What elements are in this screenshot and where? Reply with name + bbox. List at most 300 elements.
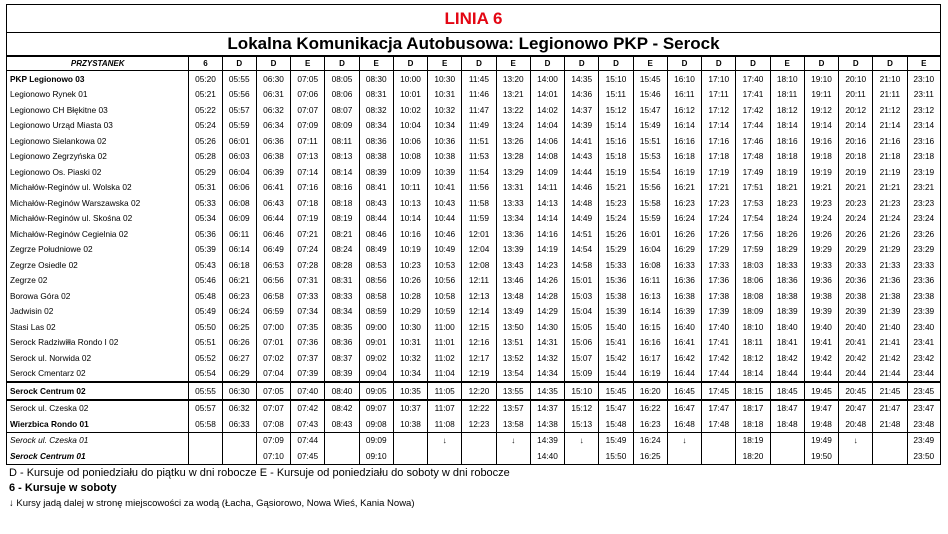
departure-time: 21:36 <box>873 273 907 289</box>
day-type-header: D <box>667 57 701 71</box>
departure-time <box>325 432 359 448</box>
departure-time: 15:50 <box>599 448 633 464</box>
day-type-header: E <box>496 57 530 71</box>
departure-time: 14:09 <box>530 164 564 180</box>
departure-time: 08:36 <box>325 335 359 351</box>
departure-time: 17:46 <box>736 133 770 149</box>
departure-time: 15:46 <box>633 87 667 103</box>
day-type-header: D <box>873 57 907 71</box>
departure-time: 07:09 <box>256 432 290 448</box>
departure-time: 07:19 <box>291 211 325 227</box>
departure-time: 10:30 <box>393 319 427 335</box>
departure-time: 23:26 <box>907 226 940 242</box>
departure-time <box>702 448 736 464</box>
departure-time: 05:52 <box>189 350 222 366</box>
departure-time: 15:09 <box>565 366 599 383</box>
departure-time: 17:44 <box>702 366 736 383</box>
departure-time: 15:47 <box>599 400 633 417</box>
departure-time: 21:18 <box>873 149 907 165</box>
timetable-row <box>7 335 941 351</box>
timetable-row <box>7 133 941 149</box>
departure-time: 23:47 <box>907 400 940 417</box>
departure-time: 20:33 <box>839 257 873 273</box>
departure-time: 12:23 <box>462 416 496 432</box>
continues-arrow-icon: ↓ <box>565 432 599 448</box>
departure-time: 17:40 <box>736 71 770 87</box>
departure-time: 17:24 <box>702 211 736 227</box>
departure-time: 12:17 <box>462 350 496 366</box>
departure-time: 07:11 <box>291 133 325 149</box>
departure-time: 11:00 <box>428 319 462 335</box>
departure-time: 15:26 <box>599 226 633 242</box>
departure-time: 17:44 <box>736 118 770 134</box>
departure-time <box>565 448 599 464</box>
departure-time: 17:11 <box>702 87 736 103</box>
departure-time: 08:39 <box>325 366 359 383</box>
departure-time: 17:38 <box>702 288 736 304</box>
departure-time: 12:14 <box>462 304 496 320</box>
departure-time: 16:18 <box>667 149 701 165</box>
departure-time: 09:01 <box>359 335 393 351</box>
departure-time: 06:58 <box>256 288 290 304</box>
departure-time: 20:21 <box>839 180 873 196</box>
departure-time: 16:42 <box>667 350 701 366</box>
departure-time: 11:51 <box>462 133 496 149</box>
timetable-row <box>7 180 941 196</box>
departure-time: 19:44 <box>804 366 838 383</box>
departure-time: 15:42 <box>599 350 633 366</box>
departure-time: 15:23 <box>599 195 633 211</box>
departure-time: 13:49 <box>496 304 530 320</box>
departure-time <box>873 448 907 464</box>
departure-time: 10:34 <box>393 366 427 383</box>
departure-time: 16:11 <box>633 273 667 289</box>
day-type-header: E <box>907 57 940 71</box>
departure-time: 23:33 <box>907 257 940 273</box>
departure-time: 17:33 <box>702 257 736 273</box>
departure-time: 10:31 <box>393 335 427 351</box>
departure-time: 07:13 <box>291 149 325 165</box>
stop-name: Borowa Góra 02 <box>7 288 189 304</box>
departure-time: 05:48 <box>189 288 222 304</box>
departure-time: 13:20 <box>496 71 530 87</box>
departure-time: 10:19 <box>393 242 427 258</box>
departure-time: 19:48 <box>804 416 838 432</box>
departure-time: 17:16 <box>702 133 736 149</box>
departure-time: 23:40 <box>907 319 940 335</box>
departure-time: 12:20 <box>462 382 496 400</box>
departure-time: 14:38 <box>530 416 564 432</box>
departure-time: 06:43 <box>256 195 290 211</box>
departure-time: 10:43 <box>428 195 462 211</box>
departure-time: 14:06 <box>530 133 564 149</box>
departure-time: 08:40 <box>325 382 359 400</box>
departure-time: 08:34 <box>359 118 393 134</box>
day-type-header: D <box>702 57 736 71</box>
departure-time: 11:58 <box>462 195 496 211</box>
departure-time: 13:50 <box>496 319 530 335</box>
departure-time: 21:11 <box>873 87 907 103</box>
day-type-header: 6 <box>189 57 222 71</box>
departure-time: 10:39 <box>428 164 462 180</box>
departure-time: 17:41 <box>702 335 736 351</box>
departure-time: 23:16 <box>907 133 940 149</box>
departure-time: 16:01 <box>633 226 667 242</box>
departure-time: 16:40 <box>667 319 701 335</box>
departure-time: 10:01 <box>393 87 427 103</box>
departure-time: 12:11 <box>462 273 496 289</box>
departure-time: 08:11 <box>325 133 359 149</box>
departure-time: 17:29 <box>702 242 736 258</box>
departure-time: 15:10 <box>599 71 633 87</box>
departure-time: 14:23 <box>530 257 564 273</box>
departure-time: 19:39 <box>804 304 838 320</box>
departure-time: 07:16 <box>291 180 325 196</box>
timetable-row <box>7 288 941 304</box>
departure-time: 15:18 <box>599 149 633 165</box>
departure-time: 10:30 <box>428 71 462 87</box>
departure-time: 11:54 <box>462 164 496 180</box>
departure-time: 07:18 <box>291 195 325 211</box>
departure-time: 13:48 <box>496 288 530 304</box>
departure-time: 19:16 <box>804 133 838 149</box>
departure-time: 14:39 <box>565 118 599 134</box>
stop-name: Wierzbica Rondo 01 <box>7 416 189 432</box>
departure-time: 15:19 <box>599 164 633 180</box>
day-type-header: D <box>256 57 290 71</box>
departure-time: 18:10 <box>770 71 804 87</box>
departure-time: 19:45 <box>804 382 838 400</box>
stop-name: Michałów-Reginów ul. Skośna 02 <box>7 211 189 227</box>
departure-time: 20:48 <box>839 416 873 432</box>
departure-time: 07:33 <box>291 288 325 304</box>
departure-time: 05:46 <box>189 273 222 289</box>
departure-time: 20:18 <box>839 149 873 165</box>
departure-time: 17:12 <box>702 102 736 118</box>
departure-time: 20:38 <box>839 288 873 304</box>
departure-time <box>189 432 222 448</box>
timetable-row <box>7 242 941 258</box>
departure-time: 19:47 <box>804 400 838 417</box>
departure-time: 14:35 <box>565 71 599 87</box>
departure-time: 23:29 <box>907 242 940 258</box>
departure-time: 07:34 <box>291 304 325 320</box>
stop-name: Legionowo Zegrzyńska 02 <box>7 149 189 165</box>
departure-time: 19:49 <box>804 432 838 448</box>
departure-time: 15:33 <box>599 257 633 273</box>
departure-time: 20:26 <box>839 226 873 242</box>
departure-time: 10:36 <box>428 133 462 149</box>
departure-time: 17:39 <box>702 304 736 320</box>
departure-time: 18:18 <box>770 149 804 165</box>
departure-time: 19:18 <box>804 149 838 165</box>
day-type-header: E <box>291 57 325 71</box>
departure-time: 15:04 <box>565 304 599 320</box>
departure-time: 18:41 <box>770 335 804 351</box>
departure-time: 09:10 <box>359 448 393 464</box>
departure-time: 17:42 <box>702 350 736 366</box>
departure-time: 19:26 <box>804 226 838 242</box>
departure-time: 08:09 <box>325 118 359 134</box>
departure-time: 10:31 <box>428 87 462 103</box>
departure-time <box>222 432 256 448</box>
departure-time: 17:49 <box>736 164 770 180</box>
departure-time: 14:28 <box>530 288 564 304</box>
departure-time: 08:19 <box>325 211 359 227</box>
departure-time: 08:31 <box>325 273 359 289</box>
departure-time: 20:10 <box>839 71 873 87</box>
departure-time: 18:26 <box>770 226 804 242</box>
departure-time: 08:58 <box>359 288 393 304</box>
departure-time: 07:09 <box>291 118 325 134</box>
departure-time: 15:21 <box>599 180 633 196</box>
departure-time: 16:47 <box>667 400 701 417</box>
departure-time: 08:39 <box>359 164 393 180</box>
departure-time: 09:04 <box>359 366 393 383</box>
departure-time: 10:53 <box>428 257 462 273</box>
departure-time: 19:29 <box>804 242 838 258</box>
departure-time: 23:50 <box>907 448 940 464</box>
departure-time: 11:07 <box>428 400 462 417</box>
departure-time <box>462 448 496 464</box>
departure-time: 14:46 <box>565 180 599 196</box>
departure-time: 06:06 <box>222 180 256 196</box>
departure-time: 16:11 <box>667 87 701 103</box>
departure-time: 14:48 <box>565 195 599 211</box>
departure-time: 16:15 <box>633 319 667 335</box>
departure-time: 08:36 <box>359 133 393 149</box>
departure-time: 10:26 <box>393 273 427 289</box>
departure-time: 20:24 <box>839 211 873 227</box>
departure-time: 20:23 <box>839 195 873 211</box>
departure-time <box>222 448 256 464</box>
departure-time: 13:55 <box>496 382 530 400</box>
departure-time: 05:43 <box>189 257 222 273</box>
departure-time: 19:11 <box>804 87 838 103</box>
departure-time: 19:21 <box>804 180 838 196</box>
departure-time: 08:28 <box>325 257 359 273</box>
departure-time: 10:38 <box>428 149 462 165</box>
departure-time: 18:23 <box>770 195 804 211</box>
departure-time: 20:19 <box>839 164 873 180</box>
stop-name: Serock Cmentarz 02 <box>7 366 189 383</box>
departure-time: 17:14 <box>702 118 736 134</box>
departure-time: 10:08 <box>393 149 427 165</box>
departure-time: 16:19 <box>633 366 667 383</box>
timetable-row <box>7 211 941 227</box>
stop-name: Michałów-Reginów Cegielnia 02 <box>7 226 189 242</box>
departure-time: 09:02 <box>359 350 393 366</box>
departure-time: 06:18 <box>222 257 256 273</box>
departure-time: 17:54 <box>736 211 770 227</box>
departure-time: 15:59 <box>633 211 667 227</box>
departure-time: 10:04 <box>393 118 427 134</box>
departure-time: 10:02 <box>393 102 427 118</box>
departure-time: 20:36 <box>839 273 873 289</box>
departure-time: 23:45 <box>907 382 940 400</box>
departure-time: 08:21 <box>325 226 359 242</box>
departure-time: 08:34 <box>325 304 359 320</box>
departure-time: 09:05 <box>359 382 393 400</box>
departure-time: 05:36 <box>189 226 222 242</box>
departure-time: 06:04 <box>222 164 256 180</box>
departure-time: 05:26 <box>189 133 222 149</box>
departure-time: 06:56 <box>256 273 290 289</box>
departure-time: 09:08 <box>359 416 393 432</box>
departure-time: 10:37 <box>393 400 427 417</box>
departure-time: 23:48 <box>907 416 940 432</box>
departure-time: 12:08 <box>462 257 496 273</box>
departure-time: 20:47 <box>839 400 873 417</box>
departure-time: 14:14 <box>530 211 564 227</box>
departure-time: 17:26 <box>702 226 736 242</box>
departure-time: 14:41 <box>565 133 599 149</box>
day-type-header: D <box>599 57 633 71</box>
departure-time: 14:39 <box>530 432 564 448</box>
day-type-header: D <box>736 57 770 71</box>
departure-time: 16:04 <box>633 242 667 258</box>
departure-time: 20:39 <box>839 304 873 320</box>
departure-time: 15:29 <box>599 242 633 258</box>
departure-time: 18:21 <box>770 180 804 196</box>
departure-time: 23:42 <box>907 350 940 366</box>
departure-time: 07:04 <box>256 366 290 383</box>
departure-time: 11:45 <box>462 71 496 87</box>
departure-time: 14:32 <box>530 350 564 366</box>
stop-name: Legionowo CH Błękitne 03 <box>7 102 189 118</box>
stop-name: Legionowo Sielankowa 02 <box>7 133 189 149</box>
departure-time: 05:59 <box>222 118 256 134</box>
departure-time: 11:59 <box>462 211 496 227</box>
stop-name: Serock Centrum 01 <box>7 448 189 464</box>
departure-time: 06:49 <box>256 242 290 258</box>
departure-time: 15:45 <box>633 71 667 87</box>
departure-time: 06:46 <box>256 226 290 242</box>
day-type-header: D <box>325 57 359 71</box>
departure-time: 17:18 <box>702 149 736 165</box>
departure-time: 07:02 <box>256 350 290 366</box>
departure-time: 18:33 <box>770 257 804 273</box>
departure-time: 05:39 <box>189 242 222 258</box>
departure-time: 23:14 <box>907 118 940 134</box>
departure-time: 18:19 <box>736 432 770 448</box>
day-type-header: D <box>530 57 564 71</box>
stop-name: Serock Radziwiłła Rondo I 02 <box>7 335 189 351</box>
departure-time: 16:19 <box>667 164 701 180</box>
departure-time: 16:16 <box>633 335 667 351</box>
departure-time: 17:21 <box>702 180 736 196</box>
departure-time: 13:34 <box>496 211 530 227</box>
departure-time: 06:33 <box>222 416 256 432</box>
line-title: LINIA 6 <box>6 4 941 33</box>
departure-time: 23:44 <box>907 366 940 383</box>
departure-time: 10:06 <box>393 133 427 149</box>
departure-time: 09:09 <box>359 432 393 448</box>
departure-time: 05:33 <box>189 195 222 211</box>
departure-time: 18:19 <box>770 164 804 180</box>
departure-time: 17:48 <box>702 416 736 432</box>
departure-time: 16:12 <box>667 102 701 118</box>
departure-time: 10:16 <box>393 226 427 242</box>
departure-time: 14:11 <box>530 180 564 196</box>
departure-time: 13:46 <box>496 273 530 289</box>
departure-time: 08:05 <box>325 71 359 87</box>
departure-time: 16:39 <box>667 304 701 320</box>
departure-time <box>667 448 701 464</box>
departure-time: 15:05 <box>565 319 599 335</box>
departure-time: 07:35 <box>291 319 325 335</box>
departure-time: 23:11 <box>907 87 940 103</box>
timetable-row <box>7 416 941 432</box>
departure-time: 13:22 <box>496 102 530 118</box>
departure-time: 10:44 <box>428 211 462 227</box>
departure-time: 16:23 <box>633 416 667 432</box>
departure-time: 18:14 <box>736 366 770 383</box>
departure-time: 10:11 <box>393 180 427 196</box>
timetable-row <box>7 118 941 134</box>
departure-time: 18:44 <box>770 366 804 383</box>
departure-time: 17:51 <box>736 180 770 196</box>
departure-time: 08:53 <box>359 257 393 273</box>
departure-time: 06:24 <box>222 304 256 320</box>
departure-time: 07:21 <box>291 226 325 242</box>
departure-time: 06:11 <box>222 226 256 242</box>
departure-time: 13:43 <box>496 257 530 273</box>
departure-time: 14:51 <box>565 226 599 242</box>
departure-time: 09:07 <box>359 400 393 417</box>
departure-time: 21:47 <box>873 400 907 417</box>
departure-time: 05:49 <box>189 304 222 320</box>
departure-time: 12:19 <box>462 366 496 383</box>
departure-time: 08:43 <box>359 195 393 211</box>
departure-time: 14:16 <box>530 226 564 242</box>
departure-time: 07:28 <box>291 257 325 273</box>
departure-time <box>839 448 873 464</box>
departure-time: 10:46 <box>428 226 462 242</box>
departure-time: 16:13 <box>633 288 667 304</box>
departure-time: 10:23 <box>393 257 427 273</box>
timetable-row <box>7 366 941 383</box>
departure-time: 08:42 <box>325 400 359 417</box>
stop-name: Michałów-Reginów ul. Wolska 02 <box>7 180 189 196</box>
departure-time: 17:56 <box>736 226 770 242</box>
departure-time: 20:29 <box>839 242 873 258</box>
day-type-header: D <box>393 57 427 71</box>
departure-time: 16:33 <box>667 257 701 273</box>
departure-time: 15:06 <box>565 335 599 351</box>
departure-time: 16:44 <box>667 366 701 383</box>
departure-time: 10:09 <box>393 164 427 180</box>
continues-arrow-icon: ↓ <box>428 432 462 448</box>
departure-time: 16:26 <box>667 226 701 242</box>
departure-time: 14:13 <box>530 195 564 211</box>
departure-time: 05:55 <box>222 71 256 87</box>
departure-time: 17:10 <box>702 71 736 87</box>
timetable-row <box>7 71 941 87</box>
departure-time: 21:14 <box>873 118 907 134</box>
departure-time: 18:14 <box>770 118 804 134</box>
departure-time: 14:36 <box>565 87 599 103</box>
departure-time: 07:24 <box>291 242 325 258</box>
day-type-header: D <box>839 57 873 71</box>
departure-time: 16:24 <box>667 211 701 227</box>
day-type-header: D <box>565 57 599 71</box>
departure-time: 23:10 <box>907 71 940 87</box>
departure-time: 07:10 <box>256 448 290 464</box>
departure-time: 06:38 <box>256 149 290 165</box>
departure-time: 16:36 <box>667 273 701 289</box>
departure-time <box>393 432 427 448</box>
